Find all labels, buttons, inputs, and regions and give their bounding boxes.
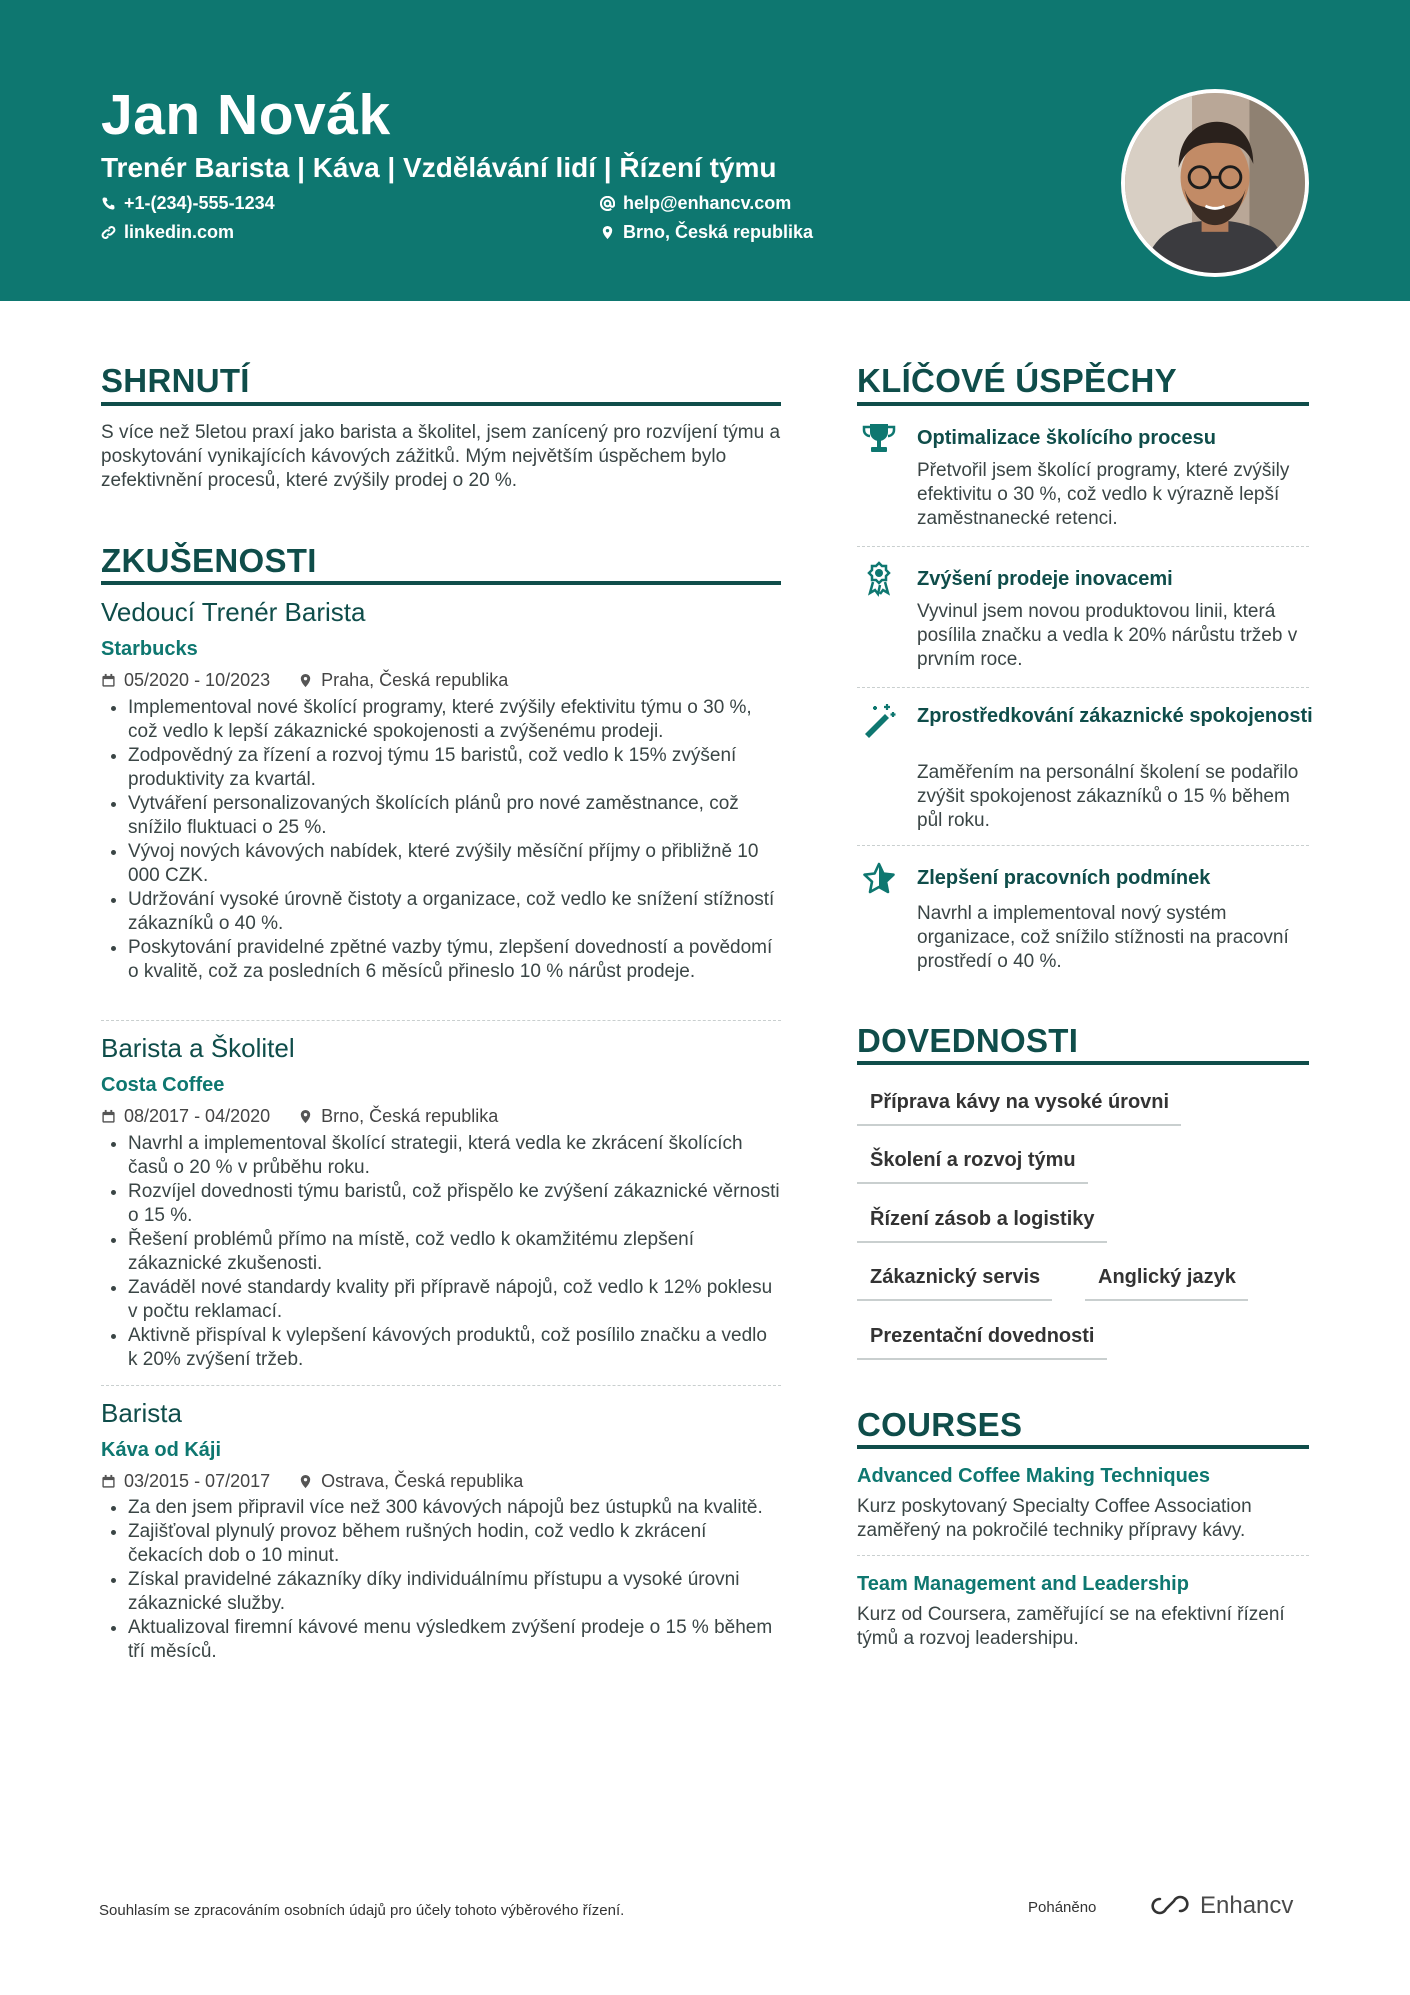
job-location (298, 670, 508, 691)
magic-wand-icon (861, 702, 897, 738)
job-bullet: Zajišťoval plynulý provoz během rušných hodin, což vedlo k zkrácení čekacích dob o 10 minut. (101, 1520, 781, 1568)
courses-rule (857, 1445, 1309, 1449)
job-bullet: Navrhl a implementoval školící strategii, která vedla ke zkrácení školících časů o 20 % v průběhu roku. (101, 1132, 781, 1180)
skill-tag: Anglický jazyk (1085, 1266, 1248, 1301)
course-desc: Kurz od Coursera, zaměřující se na efektivní řízení týmů a rozvoj leadershipu. (857, 1604, 1285, 1649)
job-location-text: Ostrava, Česká republika (321, 1471, 524, 1491)
job-dates-text: 05/2020 - 10/2023 (124, 670, 271, 690)
skill-tag: Příprava kávy na vysoké úrovni (857, 1091, 1181, 1126)
experience-rule (101, 581, 781, 585)
contact-email-text: help@enhancv.com (623, 193, 792, 213)
job-bullet: Vytváření personalizovaných školících plánů pro nové zaměstnance, což snížilo fluktuaci o 25 %. (101, 792, 781, 840)
contact-phone[interactable] (101, 193, 275, 214)
phone-icon (101, 196, 116, 211)
summary-text: S více než 5letou praxí jako barista a školitel, jsem zanícený pro rozvíjení týmu a poskytování vynikajících kávových zážitků. Mým největším úspěchem bylo zefektivnění procesů, které zvýšily prodej o 20 %. (101, 422, 781, 491)
job-title: Barista (101, 1398, 182, 1428)
summary-rule (101, 402, 781, 406)
skill-tag: Prezentační dovednosti (857, 1325, 1107, 1360)
course-title: Team Management and Leadership (857, 1573, 1189, 1595)
job-bullet: Implementoval nové školící programy, které zvýšily efektivitu týmu o 30 %, což vedlo k lepší zákaznické spokojenosti a zvýšenému prodeji. (101, 696, 781, 744)
skill-tag: Školení a rozvoj týmu (857, 1149, 1088, 1184)
job-bullet: Udržování vysoké úrovně čistoty a organizace, což vedlo ke snížení stížností zákazníků o 40 %. (101, 888, 781, 936)
achievement-title: Zvýšení prodeje inovacemi (917, 568, 1173, 590)
achievement-title: Zprostředkování zákaznické spokojenosti (917, 705, 1313, 727)
trophy-icon (861, 421, 897, 457)
job-location (298, 1106, 498, 1127)
contact-email[interactable] (600, 193, 791, 214)
profile-photo (1121, 89, 1309, 277)
job-dates-text: 03/2015 - 07/2017 (124, 1471, 271, 1491)
contact-linkedin[interactable] (101, 222, 234, 243)
job-bullet: Získal pravidelné zákazníky díky individuálnímu přístupu a vysoké úrovni zákaznické služby. (101, 1568, 781, 1616)
job-company: Káva od Káji (101, 1439, 222, 1461)
job-location (298, 1471, 523, 1492)
job-bullet: Aktualizoval firemní kávové menu výsledkem zvýšení prodeje o 15 % během tří měsíců. (101, 1616, 781, 1664)
achievement-divider (857, 546, 1309, 547)
achievement-title: Zlepšení pracovních podmínek (917, 867, 1211, 889)
job-location-text: Praha, Česká republika (321, 670, 509, 690)
calendar-icon (101, 1109, 116, 1124)
brand-name: Enhancv (1200, 1892, 1294, 1919)
job-bullet: Za den jsem připravil více než 300 kávových nápojů bez ústupků na kvalitě. (101, 1496, 781, 1520)
skills-heading: DOVEDNOSTI (857, 1022, 1079, 1059)
contact-linkedin-text: linkedin.com (124, 222, 235, 242)
job-bullet: Rozvíjel dovednosti týmu baristů, což přispělo ke zvýšení zákaznické věrnosti o 15 %. (101, 1180, 781, 1228)
achievement-desc: Navrhl a implementoval nový systém organizace, což snížilo stížnosti na pracovní prostředí o 40 %. (917, 903, 1289, 972)
job-bullet: Zodpovědný za řízení a rozvoj týmu 15 baristů, což vedlo k 15% zvýšení produktivity za kvartál. (101, 744, 781, 792)
achievement-divider (857, 687, 1309, 688)
achievement-desc: Přetvořil jsem školící programy, které zvýšily efektivitu o 30 %, což vedlo k výrazně lepší zaměstnanecké retenci. (917, 460, 1290, 529)
job-meta (101, 670, 536, 691)
experience-heading: ZKUŠENOSTI (101, 542, 317, 579)
job-company: Costa Coffee (101, 1074, 225, 1096)
job-divider (101, 1385, 781, 1386)
achievements-heading: KLÍČOVÉ ÚSPĚCHY (857, 362, 1177, 399)
job-bullet: Vývoj nových kávových nabídek, které zvýšily měsíční příjmy o přibližně 10 000 CZK. (101, 840, 781, 888)
job-location-text: Brno, Česká republika (321, 1106, 499, 1126)
location-pin-icon (298, 1109, 313, 1124)
powered-by-label: Poháněno (1028, 1899, 1097, 1916)
job-dates (101, 1471, 270, 1492)
job-bullet: Řešení problémů přímo na místě, což vedlo k okamžitému zlepšení zákaznické zkušenosti. (101, 1228, 781, 1276)
achievement-desc: Zaměřením na personální školení se podařilo zvýšit spokojenost zákazníků o 15 % během půl roku. (917, 762, 1299, 831)
link-icon (101, 225, 116, 240)
skill-tag: Zákaznický servis (857, 1266, 1052, 1301)
contact-location (600, 222, 813, 243)
at-icon (600, 196, 615, 211)
job-company: Starbucks (101, 638, 198, 660)
header-banner (0, 0, 1410, 301)
consent-note: Souhlasím se zpracováním osobních údajů pro účely tohoto výběrového řízení. (99, 1902, 625, 1919)
profile-photo-illustration (1125, 93, 1305, 273)
calendar-icon (101, 673, 116, 688)
job-bullets (101, 1496, 781, 1664)
candidate-headline: Trenér Barista | Káva | Vzdělávání lidí | Řízení týmu (101, 152, 777, 183)
job-meta (101, 1106, 526, 1127)
skill-tag: Řízení zásob a logistiky (857, 1208, 1107, 1243)
summary-heading: SHRNUTÍ (101, 362, 250, 399)
job-bullets (101, 696, 781, 984)
infinity-logo-icon (1148, 1894, 1192, 1918)
job-title: Vedoucí Trenér Barista (101, 597, 366, 627)
calendar-icon (101, 1474, 116, 1489)
job-divider (101, 1020, 781, 1021)
course-title: Advanced Coffee Making Techniques (857, 1465, 1211, 1487)
location-pin-icon (600, 225, 615, 240)
job-dates (101, 1106, 270, 1127)
contact-phone-text: +1-(234)-555-1234 (124, 193, 275, 213)
course-divider (857, 1555, 1309, 1556)
contact-location-text: Brno, Česká republika (623, 222, 814, 242)
job-meta (101, 1471, 551, 1492)
achievements-rule (857, 402, 1309, 406)
achievement-title: Optimalizace školícího procesu (917, 427, 1216, 449)
job-bullet: Zaváděl nové standardy kvality při přípravě nápojů, což vedlo k 12% poklesu v počtu reklamací. (101, 1276, 781, 1324)
course-desc: Kurz poskytovaný Specialty Coffee Association zaměřený na pokročilé techniky přípravy kávy. (857, 1496, 1252, 1541)
candidate-name: Jan Novák (101, 83, 391, 147)
achievement-desc: Vyvinul jsem novou produktovou linii, která posílila značku a vedla k 20% nárůstu tržeb v prvním roce. (917, 601, 1298, 670)
job-dates (101, 670, 270, 691)
job-bullets (101, 1132, 781, 1372)
location-pin-icon (298, 673, 313, 688)
job-bullet: Poskytování pravidelné zpětné vazby týmu, zlepšení dovedností a povědomí o kvalitě, což za posledních 6 měsíců přineslo 10 % nárůst prodeje. (101, 936, 781, 984)
location-pin-icon (298, 1474, 313, 1489)
job-title: Barista a Školitel (101, 1033, 295, 1063)
award-ribbon-icon (861, 561, 897, 597)
job-bullet: Aktivně přispíval k vylepšení kávových produktů, což posílilo značku a vedlo k 20% zvýšení tržeb. (101, 1324, 781, 1372)
job-dates-text: 08/2017 - 04/2020 (124, 1106, 271, 1126)
brand-logo[interactable] (1148, 1892, 1293, 1920)
star-icon (861, 861, 897, 897)
courses-heading: COURSES (857, 1406, 1023, 1443)
achievement-divider (857, 845, 1309, 846)
skills-rule (857, 1061, 1309, 1065)
